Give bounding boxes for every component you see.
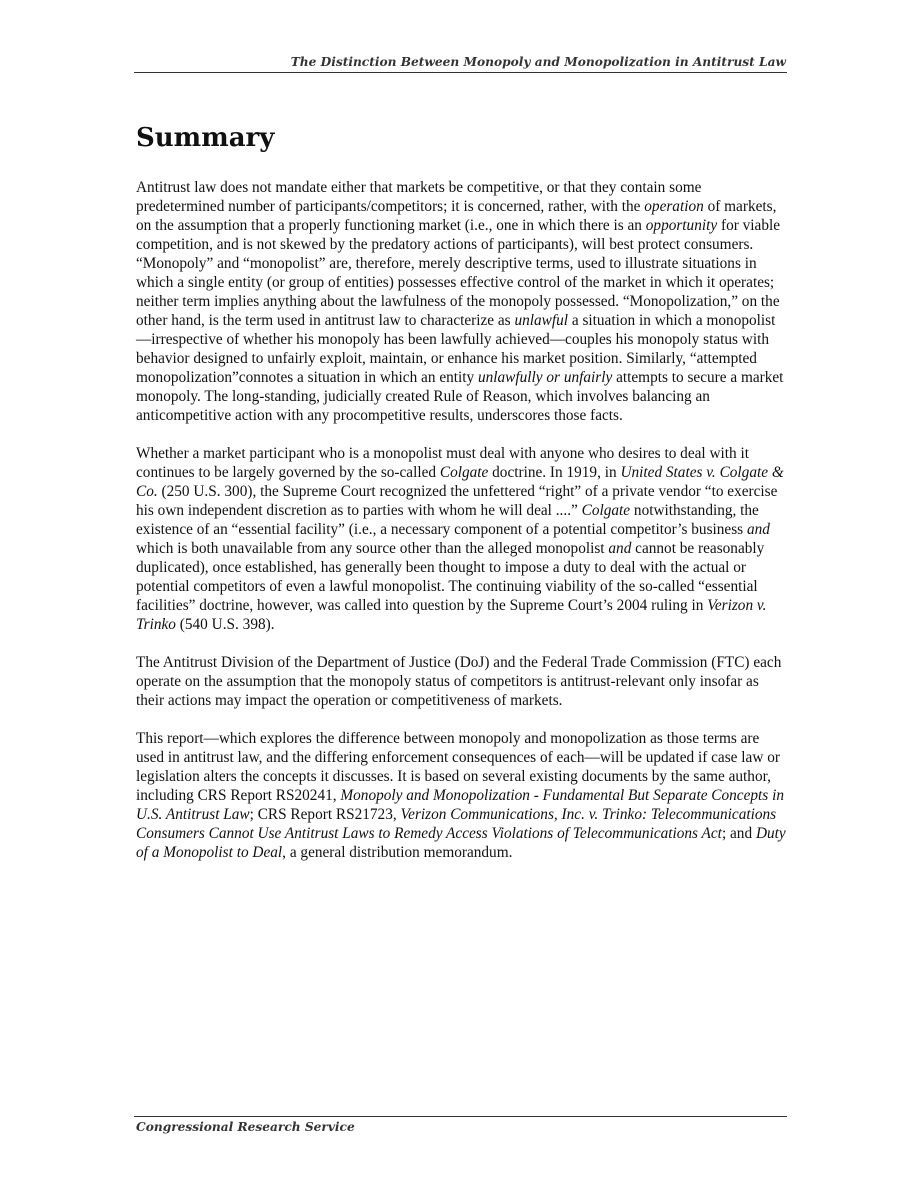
text-run: which is both unavailable from any source other than the alleged monopolist xyxy=(136,540,609,557)
text-run: doctrine. In 1919, in xyxy=(488,464,621,481)
text-run: a situation in which a monopolist—irrespective of whether his monopoly has been lawfully achieved—couples his monopoly status with behavior designed to unfairly exploit, maintain, or enhance his market position. Similarly, “attempted monopolization”connotes a situation in which an entity xyxy=(136,312,776,386)
italic-text-run: Monopoly and Monopolization - Fundamental But Separate Concepts in U.S. Antitrust Law xyxy=(136,787,784,823)
header-rule xyxy=(134,72,787,73)
text-run: Antitrust law does not mandate either that markets be competitive, or that they contain some predetermined number of participants/competitors; it is concerned, rather, with the xyxy=(136,179,702,215)
italic-text-run: operation xyxy=(644,198,704,215)
italic-text-run: and xyxy=(746,521,770,538)
section-title: Summary xyxy=(136,123,275,153)
text-run: of markets, on the assumption that a properly functioning market (i.e., one in which there is an xyxy=(136,198,777,234)
summary-body xyxy=(136,178,788,881)
text-run: The Antitrust Division of the Department of Justice (DoJ) and the Federal Trade Commission (FTC) each operate on the assumption that the monopoly status of competitors is antitrust-relevant only insofar as their actions may impact the operation or competitiveness of markets. xyxy=(136,654,782,709)
text-run: cannot be reasonably duplicated), once established, has generally been thought to impose a duty to deal with the actual or potential competitors of even a lawful monopolist. The continuing viability of the so-called “essential facilities” doctrine, however, was called into question by the Supreme Court’s 2004 ruling in xyxy=(136,540,765,614)
text-run: (540 U.S. 398). xyxy=(175,616,275,633)
running-header: The Distinction Between Monopoly and Monopolization in Antitrust Law xyxy=(290,55,786,69)
italic-text-run: Duty of a Monopolist to Deal xyxy=(136,825,786,861)
paragraph xyxy=(136,653,788,710)
paragraph xyxy=(136,729,788,862)
footer-rule xyxy=(134,1116,787,1117)
running-footer: Congressional Research Service xyxy=(136,1120,355,1134)
italic-text-run: unlawful xyxy=(514,312,569,329)
italic-text-run: United States v. Colgate & Co. xyxy=(136,464,784,500)
paragraph xyxy=(136,178,788,425)
italic-text-run: Colgate xyxy=(581,502,631,519)
text-run: , a general distribution memorandum. xyxy=(282,844,513,861)
italic-text-run: Colgate xyxy=(439,464,489,481)
italic-text-run: Verizon Communications, Inc. v. Trinko: Telecommunications Consumers Cannot Use Antitrust Laws to Remedy Access Violations of Telecommunications Act xyxy=(136,806,777,842)
italic-text-run: and xyxy=(608,540,632,557)
text-run: Whether a market participant who is a monopolist must deal with anyone who desires to deal with it continues to be largely governed by the so-called xyxy=(136,445,750,481)
italic-text-run: opportunity xyxy=(645,217,718,234)
text-run: (250 U.S. 300), the Supreme Court recognized the unfettered “right” of a private vendor “to exercise his own independent discretion as to parties with whom he will deal ....” xyxy=(136,483,778,519)
italic-text-run: unlawfully or unfairly xyxy=(477,369,613,386)
text-run: notwithstanding, the existence of an “essential facility” (i.e., a necessary component of a potential competitor’s business xyxy=(136,502,759,538)
text-run: ; and xyxy=(721,825,756,842)
text-run: ; CRS Report RS21723, xyxy=(249,806,401,823)
paragraph xyxy=(136,444,788,634)
italic-text-run: Verizon v. Trinko xyxy=(136,597,767,633)
text-run: for viable competition, and is not skewed by the predatory actions of participants), will best protect consumers. “Monopoly” and “monopolist” are, therefore, merely descriptive terms, used to illustrate situations in which a single entity (or group of entities) possesses effective control of the market in which it operates; neither term implies anything about the lawfulness of the monopoly possessed. “Monopolization,” on the other hand, is the term used in antitrust law to characterize as xyxy=(136,217,781,329)
text-run: attempts to secure a market monopoly. The long-standing, judicially created Rule of Reason, which involves balancing an anticompetitive action with any procompetitive results, underscores those facts. xyxy=(136,369,784,424)
text-run: This report—which explores the difference between monopoly and monopolization as those terms are used in antitrust law, and the differing enforcement consequences of each—will be updated if case law or legislation alters the concepts it discusses. It is based on several existing documents by the same author, including CRS Report RS20241, xyxy=(136,730,780,804)
